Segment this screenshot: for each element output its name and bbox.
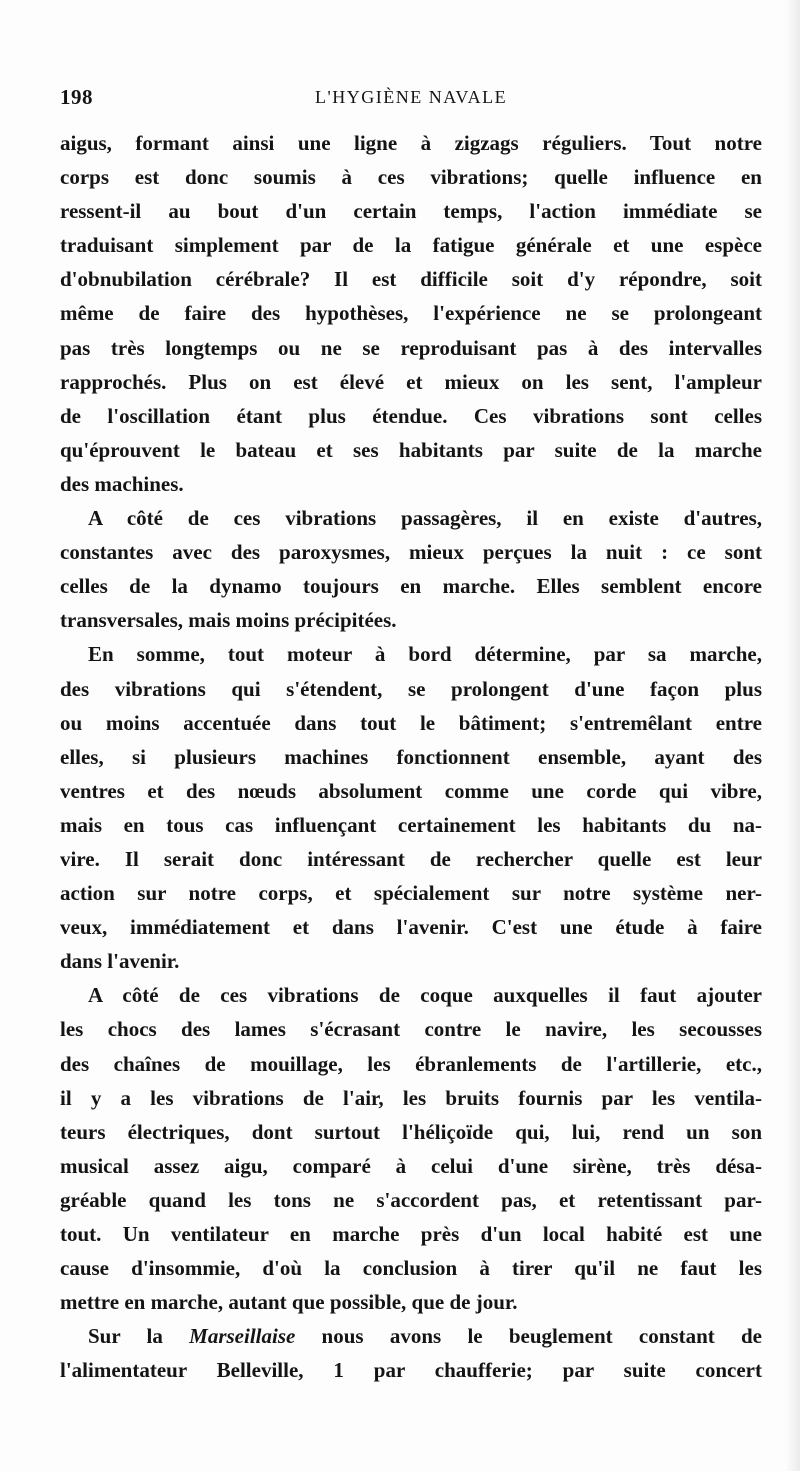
text-line: transversales, mais moins précipitées. (60, 608, 397, 633)
text-line: gréable quand les tons ne s'accordent pas, et retentissant par- (60, 1187, 762, 1212)
text-line: les chocs des lames s'écrasant contre le navire, les secousses (60, 1017, 762, 1042)
page-number: 198 (60, 85, 93, 109)
text-line: En somme, tout moteur à bord détermine, par sa marche, (88, 642, 762, 667)
text-line: corps est donc soumis à ces vibrations; quelle influence en (60, 165, 762, 190)
text-line: dans l'avenir. (60, 949, 180, 974)
ship-name: Marseillaise (189, 1324, 296, 1349)
text-line: vire. Il serait donc intéressant de rechercher quelle est leur (60, 846, 762, 871)
text-line: A côté de ces vibrations passagères, il en existe d'autres, (88, 506, 762, 531)
text-line: musical assez aigu, comparé à celui d'une sirène, très désa- (60, 1153, 762, 1178)
text-line: ventres et des nœuds absolument comme une corde qui vibre, (60, 778, 762, 803)
text-line: celles de la dynamo toujours en marche. Elles semblent encore (60, 574, 762, 599)
body-text (60, 126, 762, 1387)
text-line: veux, immédiatement et dans l'avenir. C'est une étude à faire (60, 915, 762, 940)
text-line: d'obnubilation cérébrale? Il est difficile soit d'y répondre, soit (60, 267, 762, 292)
text-line: mettre en marche, autant que possible, que de jour. (60, 1290, 518, 1315)
page-edge-shadow (786, 0, 800, 1471)
text-line: aigus, formant ainsi une ligne à zigzags réguliers. Tout notre (60, 131, 762, 155)
text-line: cause d'insommie, d'où la conclusion à tirer qu'il ne faut les (60, 1256, 762, 1281)
text-line: ou moins accentuée dans tout le bâtiment; s'entremêlant entre (60, 710, 762, 735)
text-line: même de faire des hypothèses, l'expérience ne se prolongeant (60, 301, 762, 326)
text-line: de l'oscillation étant plus étendue. Ces vibrations sont celles (60, 403, 762, 428)
text-line-with-italic (60, 1319, 762, 1353)
text-line: pas très longtemps ou ne se reproduisant pas à des intervalles (60, 335, 762, 360)
text-line: il y a les vibrations de l'air, les bruits fournis par les ventila- (60, 1085, 762, 1110)
text-line: des vibrations qui s'étendent, se prolongent d'une façon plus (60, 676, 762, 701)
text-line: des machines. (60, 471, 184, 496)
text-line: tout. Un ventilateur en marche près d'un local habité est une (60, 1222, 762, 1246)
text-fragment: Sur la (88, 1324, 190, 1349)
text-line: qu'éprouvent le bateau et ses habitants par suite de la marche (60, 437, 762, 462)
running-title: L'HYGIÈNE NAVALE (315, 87, 508, 107)
text-line: traduisant simplement par de la fatigue générale et une espèce (60, 233, 762, 258)
text-line: action sur notre corps, et spécialement sur notre système ner- (60, 881, 762, 906)
text-line: teurs électriques, dont surtout l'héliçoïde qui, lui, rend un son (60, 1119, 762, 1144)
text-fragment: nous avons le beuglement constant de (295, 1324, 762, 1349)
text-line: mais en tous cas influençant certainement les habitants du na- (60, 812, 762, 837)
text-line: ressent-il au bout d'un certain temps, l'action immédiate se (60, 199, 762, 224)
text-line: constantes avec des paroxysmes, mieux perçues la nuit : ce sont (60, 540, 762, 565)
text-line: rapprochés. Plus on est élevé et mieux on les sent, l'ampleur (60, 369, 762, 394)
page-header (60, 85, 760, 115)
text-line: des chaînes de mouillage, les ébranlements de l'artillerie, etc., (60, 1051, 762, 1076)
text-line: elles, si plusieurs machines fonctionnent ensemble, ayant des (60, 744, 762, 769)
text-line: l'alimentateur Belleville, 1 par chaufferie; par suite concert (60, 1358, 762, 1383)
text-line: A côté de ces vibrations de coque auxquelles il faut ajouter (88, 983, 762, 1008)
